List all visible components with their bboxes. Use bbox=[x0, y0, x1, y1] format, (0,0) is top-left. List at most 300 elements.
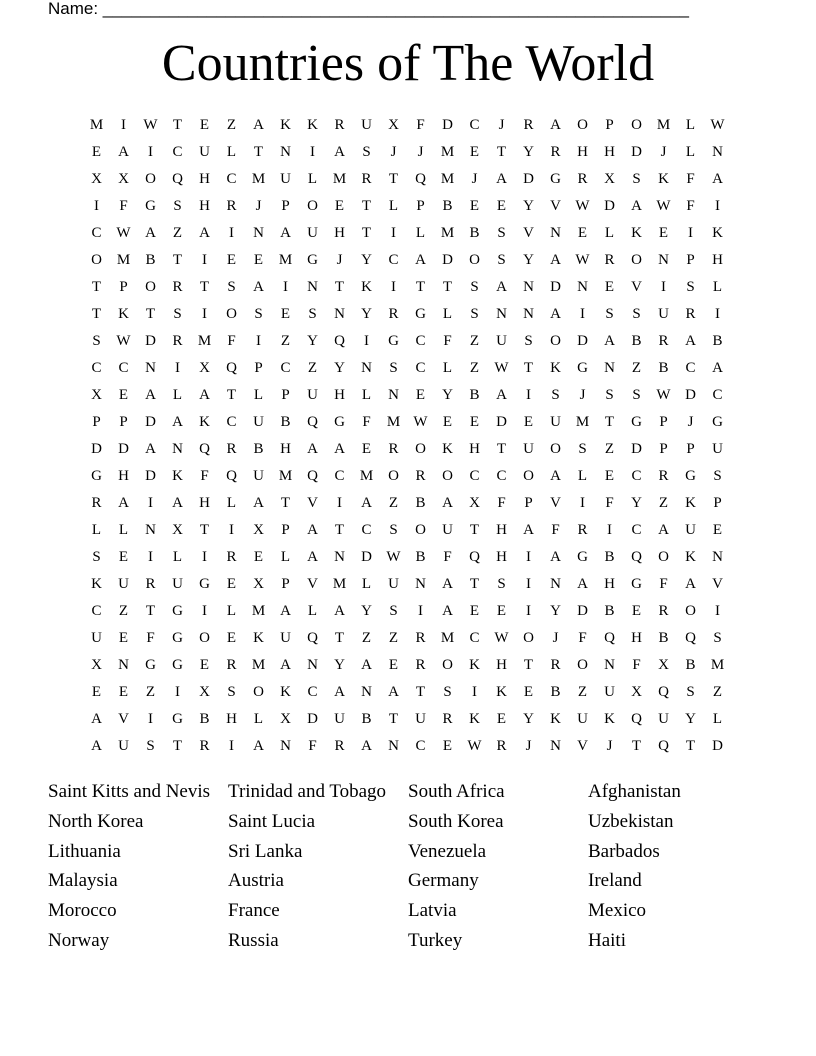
grid-letter: H bbox=[226, 711, 237, 727]
grid-letter: N bbox=[388, 738, 399, 754]
grid-letter: K bbox=[280, 117, 291, 133]
grid-letter: A bbox=[496, 171, 507, 187]
grid-letter: L bbox=[118, 522, 129, 538]
grid-letter: I bbox=[418, 603, 423, 619]
grid-letter: P bbox=[659, 414, 668, 430]
grid-letter: A bbox=[631, 198, 642, 214]
grid-letter: H bbox=[334, 225, 345, 241]
grid-letter: I bbox=[715, 198, 720, 214]
grid-letter: V bbox=[550, 198, 561, 214]
grid-letter: E bbox=[604, 468, 615, 484]
grid-letter: Q bbox=[658, 738, 669, 754]
grid-letter: Z bbox=[361, 630, 372, 646]
grid-letter: S bbox=[497, 225, 506, 241]
grid-letter: I bbox=[688, 225, 693, 241]
grid-letter: P bbox=[92, 414, 101, 430]
grid-letter: H bbox=[496, 522, 507, 538]
grid-letter: E bbox=[496, 603, 507, 619]
grid-letter: Z bbox=[577, 684, 588, 700]
grid-row bbox=[83, 493, 733, 520]
grid-letter: A bbox=[334, 603, 345, 619]
grid-letter: G bbox=[685, 468, 696, 484]
grid-letter: C bbox=[631, 522, 642, 538]
grid-letter: O bbox=[388, 468, 399, 484]
grid-letter: A bbox=[334, 441, 345, 457]
grid-letter: M bbox=[440, 630, 455, 646]
grid-letter: N bbox=[145, 522, 156, 538]
grid-letter: T bbox=[226, 387, 237, 403]
grid-letter: D bbox=[442, 252, 453, 268]
grid-letter: T bbox=[631, 738, 642, 754]
grid-letter: U bbox=[307, 387, 318, 403]
grid-letter: B bbox=[280, 414, 291, 430]
grid-letter: O bbox=[631, 117, 642, 133]
grid-letter: N bbox=[361, 360, 372, 376]
grid-letter: R bbox=[145, 576, 156, 592]
grid-letter: B bbox=[415, 495, 426, 511]
grid-letter: Z bbox=[307, 360, 318, 376]
grid-letter: G bbox=[415, 306, 426, 322]
grid-letter: Y bbox=[334, 360, 345, 376]
grid-letter: E bbox=[631, 603, 642, 619]
grid-letter: Y bbox=[307, 333, 318, 349]
grid-letter: M bbox=[710, 657, 725, 673]
grid-letter: A bbox=[550, 468, 561, 484]
grid-letter: O bbox=[145, 171, 156, 187]
grid-letter: M bbox=[251, 657, 266, 673]
grid-letter: N bbox=[415, 576, 426, 592]
grid-letter: S bbox=[551, 387, 560, 403]
grid-letter: N bbox=[334, 306, 345, 322]
grid-letter: J bbox=[552, 630, 559, 646]
grid-letter: S bbox=[470, 279, 479, 295]
grid-letter: C bbox=[118, 360, 129, 376]
grid-letter: B bbox=[145, 252, 156, 268]
grid-letter: I bbox=[526, 576, 531, 592]
grid-letter: C bbox=[631, 468, 642, 484]
grid-letter: K bbox=[604, 711, 615, 727]
grid-letter: R bbox=[496, 738, 507, 754]
grid-letter: A bbox=[307, 441, 318, 457]
grid-letter: X bbox=[631, 684, 642, 700]
word-list-item: Barbados bbox=[588, 840, 660, 862]
grid-letter: N bbox=[604, 360, 615, 376]
grid-letter: B bbox=[712, 333, 723, 349]
grid-letter: C bbox=[469, 630, 480, 646]
grid-letter: B bbox=[469, 387, 480, 403]
grid-letter: K bbox=[442, 441, 453, 457]
grid-letter: I bbox=[229, 738, 234, 754]
grid-letter: R bbox=[172, 279, 183, 295]
grid-letter: Q bbox=[334, 333, 345, 349]
grid-letter: Y bbox=[523, 252, 534, 268]
grid-letter: L bbox=[226, 144, 237, 160]
grid-letter: T bbox=[415, 684, 426, 700]
grid-letter: D bbox=[631, 144, 642, 160]
grid-letter: T bbox=[361, 225, 372, 241]
grid-letter: S bbox=[173, 198, 182, 214]
grid-letter: G bbox=[577, 360, 588, 376]
grid-letter: R bbox=[550, 144, 561, 160]
grid-letter: A bbox=[199, 387, 210, 403]
grid-letter: D bbox=[145, 414, 156, 430]
grid-letter: H bbox=[199, 495, 210, 511]
grid-row bbox=[83, 142, 733, 169]
grid-letter: E bbox=[118, 684, 129, 700]
grid-letter: A bbox=[577, 576, 588, 592]
grid-letter: E bbox=[712, 522, 723, 538]
grid-letter: R bbox=[685, 306, 696, 322]
grid-letter: H bbox=[604, 144, 615, 160]
grid-letter: W bbox=[656, 387, 671, 403]
grid-row bbox=[83, 115, 733, 142]
word-list-item: Haiti bbox=[588, 929, 626, 951]
grid-letter: N bbox=[361, 684, 372, 700]
grid-letter: S bbox=[686, 684, 695, 700]
grid-letter: J bbox=[660, 144, 667, 160]
grid-letter: A bbox=[172, 495, 183, 511]
grid-letter: Z bbox=[388, 630, 399, 646]
grid-letter: X bbox=[172, 522, 183, 538]
grid-letter: P bbox=[713, 495, 722, 511]
grid-letter: L bbox=[226, 603, 237, 619]
grid-letter: R bbox=[658, 333, 669, 349]
grid-letter: C bbox=[91, 360, 102, 376]
grid-row bbox=[83, 169, 733, 196]
grid-letter: C bbox=[307, 684, 318, 700]
grid-letter: A bbox=[712, 171, 723, 187]
word-list-item: Uzbekistan bbox=[588, 810, 674, 832]
grid-letter: L bbox=[253, 387, 264, 403]
grid-letter: A bbox=[91, 711, 102, 727]
grid-letter: S bbox=[497, 252, 506, 268]
grid-letter: K bbox=[253, 630, 264, 646]
grid-letter: N bbox=[523, 279, 534, 295]
grid-letter: S bbox=[146, 738, 155, 754]
grid-letter: K bbox=[307, 117, 318, 133]
grid-letter: S bbox=[92, 333, 101, 349]
grid-letter: C bbox=[280, 360, 291, 376]
grid-letter: I bbox=[337, 495, 342, 511]
grid-letter: K bbox=[199, 414, 210, 430]
grid-letter: U bbox=[388, 576, 399, 592]
grid-letter: W bbox=[575, 252, 590, 268]
grid-letter: Y bbox=[685, 711, 696, 727]
grid-letter: A bbox=[253, 738, 264, 754]
grid-letter: A bbox=[145, 441, 156, 457]
grid-letter: R bbox=[415, 468, 426, 484]
grid-letter: R bbox=[388, 306, 399, 322]
grid-letter: I bbox=[175, 684, 180, 700]
grid-letter: D bbox=[685, 387, 696, 403]
grid-letter: W bbox=[413, 414, 428, 430]
grid-letter: I bbox=[256, 333, 261, 349]
grid-letter: C bbox=[685, 360, 696, 376]
grid-letter: M bbox=[386, 414, 401, 430]
grid-letter: Y bbox=[523, 198, 534, 214]
grid-letter: G bbox=[550, 171, 561, 187]
grid-letter: A bbox=[334, 144, 345, 160]
grid-letter: Q bbox=[685, 630, 696, 646]
grid-letter: Q bbox=[658, 684, 669, 700]
grid-letter: P bbox=[281, 576, 290, 592]
grid-letter: M bbox=[116, 252, 131, 268]
grid-letter: R bbox=[226, 549, 237, 565]
grid-letter: T bbox=[253, 144, 264, 160]
grid-letter: U bbox=[91, 630, 102, 646]
grid-letter: S bbox=[578, 441, 587, 457]
grid-letter: R bbox=[388, 441, 399, 457]
grid-letter: L bbox=[280, 549, 291, 565]
grid-letter: E bbox=[442, 414, 453, 430]
grid-letter: D bbox=[604, 198, 615, 214]
grid-letter: T bbox=[172, 738, 183, 754]
grid-letter: Q bbox=[172, 171, 183, 187]
grid-letter: U bbox=[253, 414, 264, 430]
grid-letter: I bbox=[715, 603, 720, 619]
grid-letter: T bbox=[685, 738, 696, 754]
grid-letter: H bbox=[577, 144, 588, 160]
grid-letter: E bbox=[334, 198, 345, 214]
grid-letter: Z bbox=[469, 360, 480, 376]
grid-letter: T bbox=[469, 576, 480, 592]
grid-letter: X bbox=[91, 657, 102, 673]
grid-letter: U bbox=[280, 630, 291, 646]
grid-letter: D bbox=[442, 117, 453, 133]
grid-letter: L bbox=[415, 225, 426, 241]
grid-letter: L bbox=[91, 522, 102, 538]
grid-letter: A bbox=[550, 117, 561, 133]
grid-letter: P bbox=[659, 441, 668, 457]
grid-letter: K bbox=[496, 684, 507, 700]
grid-letter: H bbox=[496, 657, 507, 673]
grid-letter: M bbox=[440, 144, 455, 160]
grid-letter: F bbox=[497, 495, 506, 511]
grid-letter: G bbox=[307, 252, 318, 268]
grid-letter: J bbox=[471, 171, 478, 187]
grid-letter: C bbox=[91, 225, 102, 241]
grid-letter: U bbox=[280, 171, 291, 187]
grid-letter: A bbox=[550, 549, 561, 565]
grid-letter: K bbox=[172, 468, 183, 484]
grid-letter: Q bbox=[226, 360, 237, 376]
grid-letter: F bbox=[605, 495, 614, 511]
grid-letter: F bbox=[443, 549, 452, 565]
grid-letter: L bbox=[253, 711, 264, 727]
grid-letter: N bbox=[307, 279, 318, 295]
grid-letter: T bbox=[442, 279, 453, 295]
grid-letter: F bbox=[227, 333, 236, 349]
grid-letter: W bbox=[386, 549, 401, 565]
word-list-item: Norway bbox=[48, 929, 110, 951]
grid-letter: J bbox=[525, 738, 532, 754]
grid-letter: M bbox=[89, 117, 104, 133]
grid-letter: D bbox=[523, 171, 534, 187]
word-list-item: South Korea bbox=[408, 810, 504, 832]
grid-letter: A bbox=[442, 495, 453, 511]
grid-letter: S bbox=[686, 279, 695, 295]
grid-row bbox=[83, 709, 733, 736]
grid-letter: I bbox=[229, 522, 234, 538]
grid-letter: K bbox=[469, 711, 480, 727]
grid-letter: V bbox=[577, 738, 588, 754]
grid-letter: N bbox=[280, 144, 291, 160]
grid-letter: J bbox=[498, 117, 505, 133]
grid-letter: O bbox=[685, 603, 696, 619]
grid-letter: E bbox=[658, 225, 669, 241]
grid-letter: B bbox=[442, 198, 453, 214]
grid-letter: O bbox=[442, 657, 453, 673]
grid-letter: I bbox=[94, 198, 99, 214]
grid-letter: V bbox=[118, 711, 129, 727]
grid-letter: T bbox=[523, 657, 534, 673]
grid-letter: D bbox=[307, 711, 318, 727]
grid-letter: W bbox=[467, 738, 482, 754]
grid-letter: A bbox=[307, 549, 318, 565]
name-field: Name: ______________________________________________________________ bbox=[48, 0, 689, 18]
grid-letter: W bbox=[710, 117, 725, 133]
grid-letter: C bbox=[469, 117, 480, 133]
grid-letter: T bbox=[91, 279, 102, 295]
grid-letter: F bbox=[416, 117, 425, 133]
grid-letter: E bbox=[469, 144, 480, 160]
grid-letter: N bbox=[496, 306, 507, 322]
grid-letter: M bbox=[278, 468, 293, 484]
grid-letter: A bbox=[145, 387, 156, 403]
grid-letter: N bbox=[550, 576, 561, 592]
grid-letter: A bbox=[496, 279, 507, 295]
grid-letter: U bbox=[415, 711, 426, 727]
grid-row bbox=[83, 601, 733, 628]
grid-letter: I bbox=[391, 225, 396, 241]
grid-letter: I bbox=[148, 495, 153, 511]
grid-letter: V bbox=[712, 576, 723, 592]
grid-letter: C bbox=[334, 468, 345, 484]
grid-letter: U bbox=[712, 441, 723, 457]
grid-letter: S bbox=[605, 306, 614, 322]
grid-letter: I bbox=[364, 333, 369, 349]
grid-letter: E bbox=[199, 117, 210, 133]
grid-letter: Z bbox=[388, 495, 399, 511]
grid-letter: L bbox=[604, 225, 615, 241]
grid-letter: U bbox=[361, 117, 372, 133]
grid-letter: L bbox=[442, 306, 453, 322]
grid-letter: P bbox=[119, 279, 128, 295]
word-list-item: Mexico bbox=[588, 900, 647, 922]
grid-row bbox=[83, 520, 733, 547]
grid-letter: A bbox=[145, 225, 156, 241]
grid-letter: D bbox=[91, 441, 102, 457]
grid-letter: U bbox=[334, 711, 345, 727]
grid-letter: A bbox=[361, 657, 372, 673]
page-title: Countries of The World bbox=[161, 35, 655, 92]
grid-letter: U bbox=[253, 468, 264, 484]
grid-letter: R bbox=[658, 468, 669, 484]
grid-letter: Z bbox=[172, 225, 183, 241]
grid-letter: R bbox=[226, 441, 237, 457]
grid-letter: S bbox=[713, 468, 722, 484]
grid-letter: V bbox=[523, 225, 534, 241]
grid-row bbox=[83, 547, 733, 574]
word-list-item: Lithuania bbox=[48, 840, 121, 862]
grid-letter: C bbox=[469, 468, 480, 484]
grid-letter: J bbox=[579, 387, 586, 403]
grid-letter: N bbox=[712, 144, 723, 160]
grid-letter: O bbox=[523, 630, 534, 646]
grid-letter: M bbox=[197, 333, 212, 349]
grid-letter: R bbox=[415, 657, 426, 673]
word-list-item: Saint Kitts and Nevis bbox=[48, 781, 211, 802]
grid-letter: W bbox=[494, 360, 509, 376]
grid-letter: J bbox=[606, 738, 613, 754]
grid-letter: C bbox=[361, 522, 372, 538]
grid-letter: T bbox=[496, 441, 507, 457]
grid-row bbox=[83, 574, 733, 601]
grid-letter: G bbox=[199, 576, 210, 592]
grid-letter: I bbox=[661, 279, 666, 295]
grid-letter: E bbox=[118, 387, 129, 403]
grid-letter: X bbox=[91, 387, 102, 403]
grid-letter: X bbox=[91, 171, 102, 187]
grid-letter: N bbox=[604, 657, 615, 673]
grid-letter: U bbox=[442, 522, 453, 538]
grid-letter: Q bbox=[199, 441, 210, 457]
grid-letter: A bbox=[253, 495, 264, 511]
grid-letter: E bbox=[253, 252, 264, 268]
grid-letter: S bbox=[389, 603, 398, 619]
grid-letter: I bbox=[202, 549, 207, 565]
grid-letter: E bbox=[226, 630, 237, 646]
grid-letter: B bbox=[199, 711, 210, 727]
grid-letter: Z bbox=[712, 684, 723, 700]
grid-letter: D bbox=[712, 738, 723, 754]
grid-letter: D bbox=[631, 441, 642, 457]
grid-letter: K bbox=[550, 360, 561, 376]
grid-letter: O bbox=[577, 117, 588, 133]
grid-letter: Z bbox=[280, 333, 291, 349]
grid-letter: Q bbox=[307, 414, 318, 430]
grid-letter: N bbox=[658, 252, 669, 268]
grid-letter: U bbox=[577, 711, 588, 727]
grid-letter: L bbox=[172, 387, 183, 403]
grid-letter: Y bbox=[442, 387, 453, 403]
grid-letter: S bbox=[389, 522, 398, 538]
grid-letter: A bbox=[253, 279, 264, 295]
grid-letter: P bbox=[524, 495, 533, 511]
grid-letter: T bbox=[523, 360, 534, 376]
grid-letter: V bbox=[307, 495, 318, 511]
grid-letter: B bbox=[415, 549, 426, 565]
word-list-item: Turkey bbox=[408, 929, 463, 951]
grid-letter: A bbox=[280, 657, 291, 673]
grid-row bbox=[83, 466, 733, 493]
grid-letter: R bbox=[226, 198, 237, 214]
grid-letter: J bbox=[417, 144, 424, 160]
grid-letter: H bbox=[280, 441, 291, 457]
grid-letter: R bbox=[199, 738, 210, 754]
grid-letter: E bbox=[226, 252, 237, 268]
grid-letter: O bbox=[577, 657, 588, 673]
grid-letter: A bbox=[388, 684, 399, 700]
grid-letter: K bbox=[280, 684, 291, 700]
grid-letter: R bbox=[334, 738, 345, 754]
grid-letter: S bbox=[308, 306, 317, 322]
grid-letter: U bbox=[685, 522, 696, 538]
grid-letter: U bbox=[658, 711, 669, 727]
grid-letter: G bbox=[172, 657, 183, 673]
grid-letter: S bbox=[497, 576, 506, 592]
grid-letter: D bbox=[550, 279, 561, 295]
